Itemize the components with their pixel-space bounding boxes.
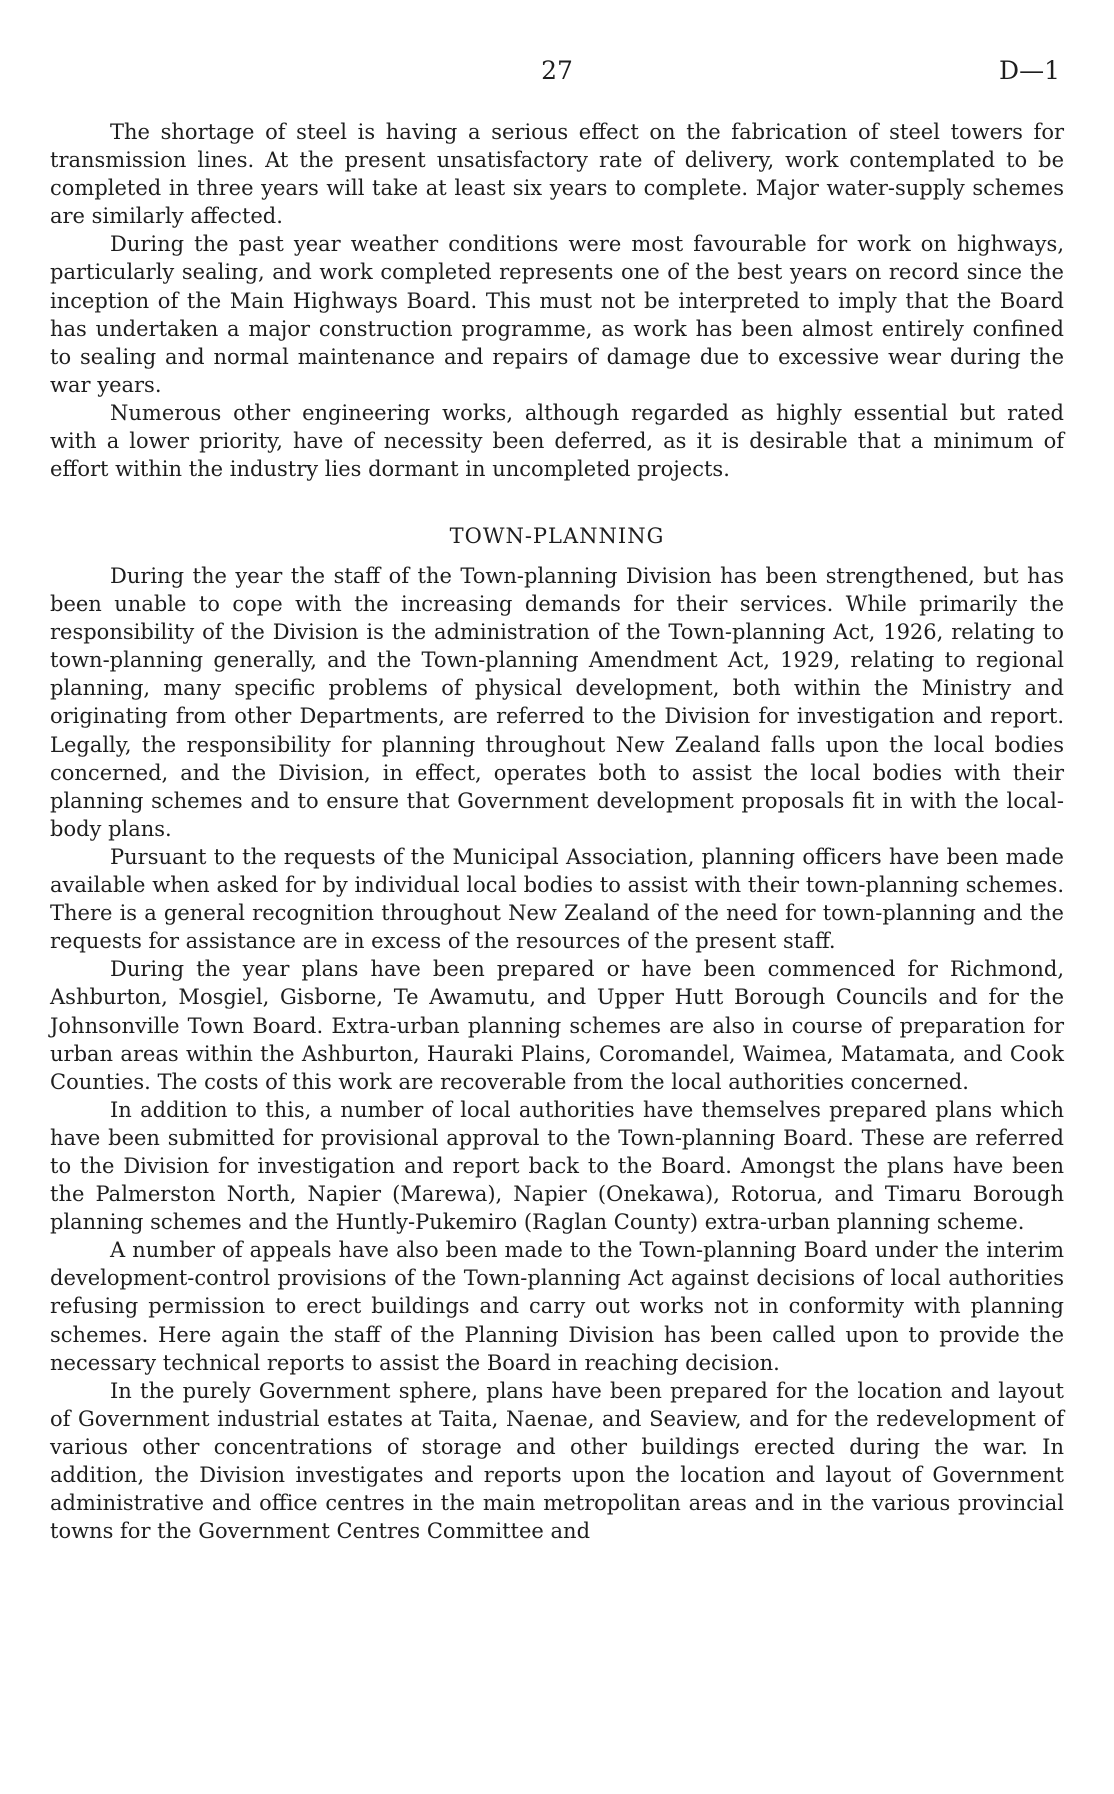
paragraph: In addition to this, a number of local authorities have themselves prepared plans which have been submitted for provisional approval to the Town-planning Board. These are referred to the Division for investigation and report back to the Board. Amongst the plans have been the Palmerston North, Napier (Marewa), Napier (Onekawa), Rotorua, and Timaru Borough planning schemes and the Huntly-Pukemiro (Raglan County) extra-urban planning scheme. bbox=[50, 1097, 1064, 1235]
page-reference: D—1 bbox=[999, 56, 1060, 85]
paragraph: During the past year weather conditions were most favourable for work on highways, particularly sealing, and work completed represents one of the best years on record since the inception of the Main Highways Board. This must not be interpreted to imply that the Board has undertaken a major construction programme, as work has been almost entirely confined to sealing and normal maintenance and repairs of damage due to excessive wear during the war years. bbox=[50, 232, 1064, 397]
paragraph: During the year the staff of the Town-planning Division has been strengthened, but has been unable to cope with the increasing demands for their services. While primarily the responsibility of the Division is the administration of the Town-planning Act, 1926, relating to town-planning generally, and the Town-planning Amendment Act, 1929, relating to regional planning, many specific problems of physical development, both within the Ministry and originating from other Departments, are referred to the Division for investigation and report. Legally, the responsibility for planning throughout New Zealand falls upon the local bodies concerned, and the Division, in effect, operates both to assist the local bodies with their planning schemes and to ensure that Government development proposals fit in with the local-body plans. bbox=[50, 564, 1064, 841]
town-planning-section bbox=[50, 562, 1064, 1545]
intro-section bbox=[50, 118, 1064, 483]
page-header bbox=[50, 56, 1064, 96]
paragraph: During the year plans have been prepared or have been commenced for Richmond, Ashburton, Mosgiel, Gisborne, Te Awamutu, and Upper Hutt Borough Councils and for the Johnsonville Town Board. Extra-urban planning schemes are also in course of preparation for urban areas within the Ashburton, Hauraki Plains, Coromandel, Waimea, Matamata, and Cook Counties. The costs of this work are recoverable from the local authorities concerned. bbox=[50, 957, 1064, 1094]
paragraph: In the purely Government sphere, plans have been prepared for the location and layout of Government industrial estates at Taita, Naenae, and Seaview, and for the redevelopment of various other concentrations of storage and other buildings erected during the war. In addition, the Division investigates and reports upon the location and layout of Government administrative and office centres in the main metropolitan areas and in the various provincial towns for the Government Centres Committee and bbox=[50, 1378, 1064, 1544]
page-number: 27 bbox=[541, 56, 573, 85]
paragraph: A number of appeals have also been made to the Town-planning Board under the interim development-control provisions of the Town-planning Act against decisions of local authorities refusing permission to erect buildings and carry out works not in conformity with planning schemes. Here again the staff of the Planning Division has been called upon to provide the necessary technical reports to assist the Board in reaching decision. bbox=[50, 1238, 1064, 1375]
paragraph: The shortage of steel is having a serious effect on the fabrication of steel towers for transmission lines. At the present unsatisfactory rate of delivery, work contemplated to be completed in three years will take at least six years to complete. Major water-supply schemes are similarly affected. bbox=[50, 120, 1064, 229]
paragraph: Pursuant to the requests of the Municipal Association, planning officers have been made available when asked for by individual local bodies to assist with their town-planning schemes. There is a general recognition throughout New Zealand of the need for town-planning and the requests for assistance are in excess of the resources of the present staff. bbox=[50, 844, 1064, 954]
paragraph: Numerous other engineering works, although regarded as highly essential but rated with a lower priority, have of necessity been deferred, as it is desirable that a minimum of effort within the industry lies dormant in uncompleted projects. bbox=[50, 400, 1064, 482]
section-heading: TOWN-PLANNING bbox=[449, 524, 665, 548]
